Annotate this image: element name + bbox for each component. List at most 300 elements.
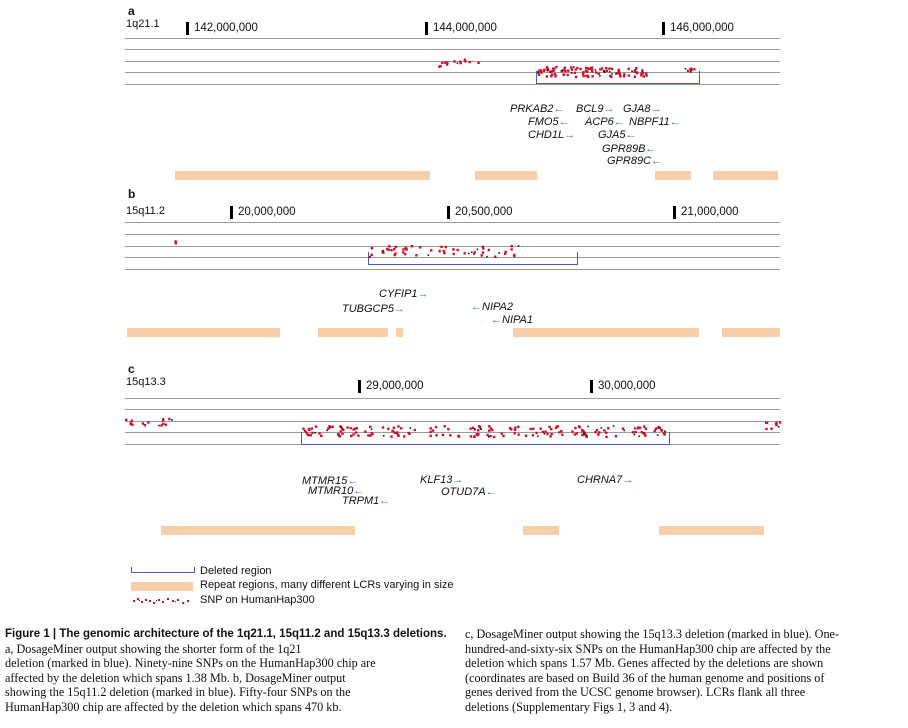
snp-dot [634, 76, 636, 78]
snp-dot [493, 436, 495, 438]
snp-dot [607, 427, 609, 429]
snp-dot [537, 435, 539, 437]
snp-dot [428, 254, 430, 256]
snp-dot [486, 434, 488, 436]
snp-dot [770, 428, 772, 430]
snp-dot [634, 427, 636, 429]
caption-line: deletions (Supplementary Figs 1, 3 and 4). [465, 699, 673, 714]
snp-dot [470, 435, 472, 437]
snp-dot [628, 68, 630, 70]
snp-dot [604, 70, 606, 72]
snp-dot [174, 240, 176, 242]
snp-dot [510, 248, 512, 250]
snp-dot [657, 427, 659, 429]
caption-line: deletion (marked in blue). Ninety-nine SNPs on the HumanHap300 chip are [5, 656, 376, 671]
snp-dot [663, 433, 665, 435]
gene-prkab2: PRKAB2← [510, 103, 565, 115]
snp-dot [318, 432, 320, 434]
snp-dot [587, 68, 589, 70]
snp-dot [397, 435, 399, 437]
snp-dot [765, 428, 767, 430]
panel-b-tick-2: 20,500,000 [447, 206, 513, 219]
snp-dot [645, 75, 647, 77]
snp-dot [775, 423, 777, 425]
snp-dot [457, 63, 459, 65]
snp-dot [591, 70, 593, 72]
panel-c-tick-1: 29,000,000 [358, 380, 424, 393]
snp-dot [369, 426, 371, 428]
snp-dot [371, 247, 373, 249]
snp-dot [690, 71, 692, 73]
snp-dot [438, 250, 440, 252]
snp-dot [567, 70, 569, 72]
snp-dot [624, 430, 626, 432]
snp-dot [645, 428, 647, 430]
snp-dot [514, 427, 516, 429]
caption-line: hundred-and-sixty-six SNPs on the HumanHap300 chip are affected by the [465, 641, 831, 656]
snp-dot [308, 429, 310, 431]
snp-dot [488, 436, 490, 438]
snp-dot [341, 433, 343, 435]
gene-bcl9: BCL9→ [576, 103, 615, 115]
snp-dot [400, 427, 402, 429]
snp-dot [350, 427, 352, 429]
snp-dot [391, 430, 393, 432]
snp-dot [599, 68, 601, 70]
snp-dot [390, 249, 392, 251]
legend-repeat-label: Repeat regions, many different LCRs varying in size [200, 579, 454, 591]
snp-dot [355, 431, 357, 433]
snp-dot [571, 72, 573, 74]
snp-dot [606, 70, 608, 72]
caption-line: deletion which spans 1.57 Mb. Genes affected by the deletions are shown [465, 656, 824, 671]
caption-label: Figure 1 | The genomic architecture of the 1q21.1, 15q11.2 and 15q13.3 deletions. [5, 628, 447, 640]
snp-dot [491, 429, 493, 431]
snp-dot [339, 435, 341, 437]
gene-nipa1: ←NIPA1 [491, 314, 533, 326]
snp-dot [604, 71, 606, 73]
snp-dot [458, 436, 460, 438]
gene-acp6: ACP6← [585, 116, 625, 128]
snp-dot [555, 66, 557, 68]
gene-nipa2: ←NIPA2 [471, 301, 513, 313]
snp-dot [163, 418, 165, 420]
snp-dot [342, 429, 344, 431]
snp-dot [564, 67, 566, 69]
snp-dot [382, 426, 384, 428]
snp-dot [440, 246, 442, 248]
snp-dot [616, 72, 618, 74]
gene-otud7a: OTUD7A← [441, 486, 497, 498]
snp-dot [131, 424, 133, 426]
gene-chrna7: CHRNA7→ [577, 474, 634, 486]
snp-dot [594, 431, 596, 433]
snp-dot [544, 433, 546, 435]
snp-dot [611, 68, 613, 70]
snp-dot [311, 427, 313, 429]
panel-a-letter: a [128, 4, 135, 18]
panel-a-tick-3: 146,000,000 [662, 22, 734, 35]
snp-dot [509, 427, 511, 429]
snp-dot [585, 70, 587, 72]
snp-dot [388, 245, 390, 247]
snp-dot [514, 429, 516, 431]
snp-dot [395, 246, 397, 248]
snp-dot [574, 72, 576, 74]
gene-gja5: GJA5← [598, 129, 637, 141]
snp-dot [693, 68, 695, 70]
snp-dot [452, 248, 454, 250]
snp-dot [407, 432, 409, 434]
panel-c-letter: c [128, 362, 135, 376]
snp-dot [685, 68, 687, 70]
snp-dot [595, 69, 597, 71]
snp-dot [459, 61, 461, 63]
snp-dot [438, 66, 440, 68]
snp-dot [498, 252, 500, 254]
snp-dot [464, 60, 466, 62]
snp-dot [552, 70, 554, 72]
snp-dot [640, 72, 642, 74]
snp-dot [474, 251, 476, 253]
panel-b-region-label: 15q11.2 [126, 205, 165, 217]
panel-b-letter: b [128, 187, 136, 201]
snp-dot [404, 247, 406, 249]
snp-dot [311, 432, 313, 434]
snp-dot [581, 434, 583, 436]
snp-dot [453, 60, 455, 62]
snp-dot [549, 435, 551, 437]
snp-dot [637, 427, 639, 429]
snp-dot [315, 425, 317, 427]
snp-dot [596, 429, 598, 431]
snp-dot [131, 420, 133, 422]
snp-dot [540, 428, 542, 430]
snp-dot [144, 424, 146, 426]
snp-dot [158, 425, 160, 427]
snp-dot [562, 73, 564, 75]
gene-chd1l: CHD1L→ [528, 129, 576, 141]
caption-line: a, DosageMiner output showing the shorter form of the 1q21 [5, 641, 302, 656]
snp-dot [598, 73, 600, 75]
snp-dot [639, 436, 641, 438]
snp-dot [346, 426, 348, 428]
snp-dot [441, 62, 443, 64]
snp-dot [430, 427, 432, 429]
snp-dot [628, 74, 630, 76]
snp-dot [579, 68, 581, 70]
snp-dot [615, 435, 617, 437]
snp-dot [765, 422, 767, 424]
snp-dot [585, 67, 587, 69]
caption-left [5, 627, 450, 715]
snp-dot [610, 76, 612, 78]
snp-dot [636, 72, 638, 74]
snp-dot [551, 73, 553, 75]
snp-dot [551, 433, 553, 435]
snp-dot [494, 256, 496, 258]
snp-dot [595, 71, 597, 73]
panel-a-tick-1: 142,000,000 [186, 22, 258, 35]
snp-dot [661, 430, 663, 432]
snp-dot [575, 76, 577, 78]
snp-dot [550, 428, 552, 430]
gene-gpr89c: GPR89C← [607, 155, 663, 167]
snp-dot [447, 428, 449, 430]
snp-dot [432, 429, 434, 431]
snp-dot [302, 428, 304, 430]
snp-dot [481, 254, 483, 256]
snp-dot [779, 421, 781, 423]
snp-dot [690, 69, 692, 71]
snp-dot [634, 434, 636, 436]
snp-dot [469, 61, 471, 63]
snp-dot [430, 249, 432, 251]
snp-dot [514, 432, 516, 434]
snp-dot [488, 430, 490, 432]
snp-dot [579, 426, 581, 428]
caption-line: c, DosageMiner output showing the 15q13.3 deletion (marked in blue). One- [465, 627, 840, 641]
caption-right [465, 627, 905, 715]
snp-dot [350, 435, 352, 437]
snp-dot [477, 249, 479, 251]
snp-dot [502, 435, 504, 437]
snp-dot [326, 430, 328, 432]
snp-dot [546, 75, 548, 77]
snp-dot [364, 430, 366, 432]
snp-dot [367, 434, 369, 436]
snp-dot [371, 428, 373, 430]
snp-dot [357, 435, 359, 437]
snp-dot [457, 249, 459, 251]
gene-fmo5: FMO5← [528, 116, 570, 128]
snp-dot [561, 70, 563, 72]
snp-dot [388, 249, 390, 251]
gene-nbpf11: NBPF11← [629, 116, 681, 128]
snp-dot [482, 251, 484, 253]
snp-dot [415, 254, 417, 256]
snp-dot [571, 430, 573, 432]
snp-dot [473, 435, 475, 437]
snp-dot [543, 69, 545, 71]
snp-dot [477, 429, 479, 431]
snp-dot [537, 72, 539, 74]
snp-dot [444, 425, 446, 427]
snp-dot [393, 427, 395, 429]
snp-dot [574, 427, 576, 429]
snp-dot [383, 435, 385, 437]
snp-dot [613, 425, 615, 427]
snp-dot [570, 66, 572, 68]
snp-dot [546, 433, 548, 435]
snp-dot [430, 435, 432, 437]
snp-dot [469, 428, 471, 430]
snp-dot [554, 75, 556, 77]
snp-dot [352, 433, 354, 435]
snp-dot [511, 245, 513, 247]
snp-dot [402, 251, 404, 253]
snp-dot [540, 71, 542, 73]
snp-dot [517, 433, 519, 435]
snp-dot [603, 429, 605, 431]
snp-dot [611, 73, 613, 75]
snp-dot [599, 75, 601, 77]
snp-dot [609, 71, 611, 73]
snp-dot [410, 427, 412, 429]
snp-dot [605, 432, 607, 434]
snp-dot [560, 430, 562, 432]
snp-dot [393, 248, 395, 250]
gene-klf13: KLF13→ [420, 474, 464, 486]
snp-dot [635, 67, 637, 69]
snp-dot [479, 426, 481, 428]
snp-dot [371, 254, 373, 256]
snp-dot [641, 431, 643, 433]
snp-dot [576, 432, 578, 434]
snp-dot [332, 426, 334, 428]
panel-c-region-label: 15q13.3 [126, 376, 166, 388]
snp-dot [547, 70, 549, 72]
caption-line: showing the 15q11.2 deletion (marked in blue). Fifty-four SNPs on the [5, 685, 351, 700]
snp-dot [542, 431, 544, 433]
snp-dot [532, 428, 534, 430]
snp-dot [442, 434, 444, 436]
gene-mtmr10: MTMR10← [308, 485, 365, 497]
snp-dot [598, 431, 600, 433]
snp-dot [601, 427, 603, 429]
snp-dot [501, 432, 503, 434]
snp-dot [310, 434, 312, 436]
snp-dot [411, 245, 413, 247]
snp-dot [489, 435, 491, 437]
snp-dot [305, 431, 307, 433]
snp-dot [619, 75, 621, 77]
snp-dot [567, 74, 569, 76]
snp-dot [394, 252, 396, 254]
caption-line: (coordinates are based on Build 36 of the human genome and positions of [465, 670, 825, 685]
snp-dot [160, 424, 162, 426]
snp-dot [468, 253, 470, 255]
snp-dot [631, 70, 633, 72]
snp-dot [486, 256, 488, 258]
snp-dot [354, 428, 356, 430]
snp-dot [556, 425, 558, 427]
snp-dot [464, 252, 466, 254]
snp-dot [605, 67, 607, 69]
snp-dot [387, 428, 389, 430]
legend-deleted-label: Deleted region [200, 565, 272, 577]
snp-dot [583, 432, 585, 434]
snp-dot [471, 252, 473, 254]
gene-tubgcp5: TUBGCP5→ [342, 303, 405, 315]
snp-dot [548, 426, 550, 428]
snp-dot [687, 70, 689, 72]
snp-dot [402, 248, 404, 250]
snp-dot [544, 431, 546, 433]
snp-dot [529, 428, 531, 430]
snp-dot [356, 427, 358, 429]
snp-dot [575, 68, 577, 70]
snp-dot [657, 434, 659, 436]
snp-dot [435, 426, 437, 428]
gene-mtmr15: MTMR15← [302, 475, 359, 487]
snp-dot [564, 70, 566, 72]
snp-dot [390, 435, 392, 437]
caption-line: affected by the deletion which spans 1.38 Mb. b, DosageMiner output [5, 670, 346, 685]
snp-dot [634, 431, 636, 433]
panel-b-tick-3: 21,000,000 [673, 206, 739, 219]
snp-dot [429, 431, 431, 433]
legend-snp-swatch [131, 594, 195, 608]
snp-dot [382, 252, 384, 254]
gene-trpm1: TRPM1← [342, 495, 391, 507]
snp-dot [125, 419, 127, 421]
snp-dot [623, 73, 625, 75]
snp-dot [585, 75, 587, 77]
snp-dot [168, 418, 170, 420]
snp-dot [634, 69, 636, 71]
panel-a-tick-2: 144,000,000 [425, 22, 497, 35]
snp-dot [307, 434, 309, 436]
snp-dot [591, 75, 593, 77]
snp-dot [477, 433, 479, 435]
snp-dot [473, 253, 475, 255]
snp-dot [314, 432, 316, 434]
legend-deleted-swatch [131, 572, 195, 573]
snp-dot [643, 425, 645, 427]
snp-dot [573, 66, 575, 68]
snp-dot [532, 434, 534, 436]
caption-line: HumanHap300 chip are affected by the deletion which spans 470 kb. [5, 699, 342, 714]
snp-dot [513, 255, 515, 257]
snp-dot [397, 425, 399, 427]
snp-dot [586, 435, 588, 437]
snp-dot [369, 256, 371, 258]
snp-dot [371, 432, 373, 434]
snp-dot [582, 71, 584, 73]
snp-dot [525, 435, 527, 437]
snp-dot [480, 428, 482, 430]
snp-dot [443, 250, 445, 252]
snp-dot [778, 426, 780, 428]
snp-dot [518, 245, 520, 247]
snp-dot [165, 424, 167, 426]
snp-dot [622, 427, 624, 429]
snp-dot [632, 431, 634, 433]
snp-dot [644, 433, 646, 435]
snp-dot [517, 426, 519, 428]
snp-dot [605, 436, 607, 438]
snp-dot [553, 68, 555, 70]
caption-line: genes derived from the UCSC genome browser). LCRs flank all three [465, 685, 806, 700]
snp-dot [654, 430, 656, 432]
snp-dot [403, 435, 405, 437]
snp-dot [535, 432, 537, 434]
snp-dot [583, 75, 585, 77]
snp-dot [477, 62, 479, 64]
snp-dot [171, 419, 173, 421]
snp-dot [445, 246, 447, 248]
snp-dot [419, 246, 421, 248]
snp-dot [488, 425, 490, 427]
snp-dot [329, 426, 331, 428]
snp-dot [571, 68, 573, 70]
snp-dot [608, 67, 610, 69]
snp-dot [320, 435, 322, 437]
snp-dot [538, 74, 540, 76]
snp-dot [443, 252, 445, 254]
gene-cyfip1: CYFIP1→ [379, 288, 429, 300]
